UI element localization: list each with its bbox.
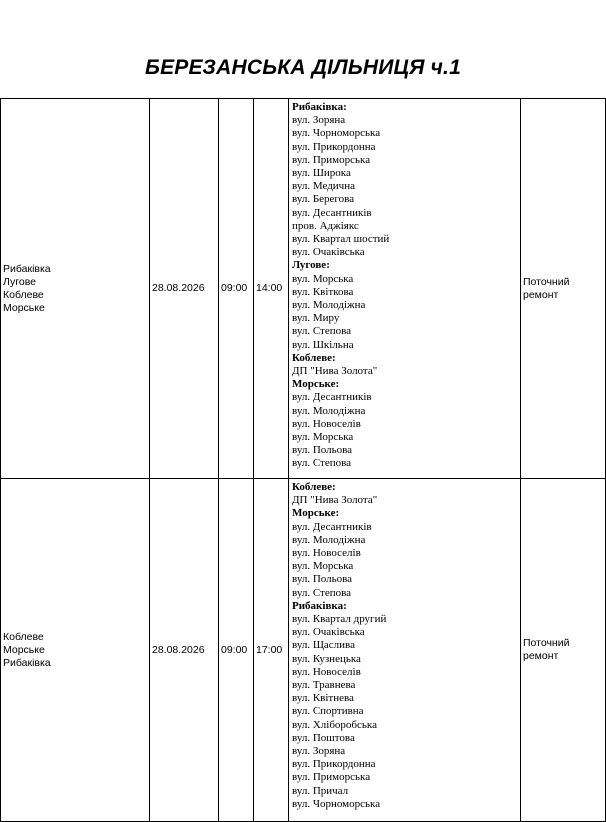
street-name: вул. Берегова xyxy=(292,193,355,206)
street-name: вул. Щаслива xyxy=(292,639,355,652)
settlement-heading: Лугове: xyxy=(292,259,330,272)
table-row xyxy=(1,99,606,479)
street-name: вул. Чорноморська xyxy=(292,797,381,810)
street-name: вул. Приморська xyxy=(292,153,371,166)
settlement-name: Коблеве xyxy=(3,630,44,643)
work-type: ремонт xyxy=(523,288,559,301)
street-name: вул. Новоселів xyxy=(292,665,361,678)
time-to-cell xyxy=(254,479,289,822)
work-type: ремонт xyxy=(523,650,559,662)
settlement-name: Рибаківка xyxy=(3,656,51,669)
street-name: вул. Морська xyxy=(292,431,354,444)
street-name: вул. Степова xyxy=(292,325,352,338)
settlements-cell xyxy=(1,479,150,822)
street-name: вул. Причал xyxy=(292,784,349,797)
street-name: вул. Миру xyxy=(292,312,340,325)
street-name: вул. Польова xyxy=(292,573,353,586)
street-name: вул. Десантників xyxy=(292,520,372,533)
settlement-heading: Морське: xyxy=(292,507,340,520)
settlement-name: Коблеве xyxy=(3,288,44,301)
time-from-cell xyxy=(219,479,254,822)
time-from-cell xyxy=(219,99,254,479)
settlement-name: Морське xyxy=(3,301,45,314)
street-name: ДП "Нива Золота" xyxy=(292,365,378,378)
date-cell xyxy=(150,479,219,822)
street-name: вул. Новоселів xyxy=(292,417,361,430)
street-name: вул. Морська xyxy=(292,560,354,573)
street-name: вул. Травнева xyxy=(292,679,356,692)
streets-cell xyxy=(289,479,521,822)
settlement-name: Рибаківка xyxy=(3,262,51,275)
work-type-cell xyxy=(521,99,606,479)
time-to: 14:00 xyxy=(256,282,283,294)
street-name: вул. Квартал другий xyxy=(292,613,387,626)
streets-cell xyxy=(289,99,521,479)
work-type: Поточний xyxy=(523,275,570,288)
work-type: Поточний xyxy=(523,637,570,649)
page-title: БЕРЕЗАНСЬКА ДІЛЬНИЦЯ ч.1 xyxy=(145,56,461,79)
street-name: вул. Шкільна xyxy=(292,338,354,351)
street-name: вул. Спортивна xyxy=(292,705,364,718)
street-name: вул. Прикордонна xyxy=(292,140,376,153)
street-name: вул. Степова xyxy=(292,586,352,599)
time-from: 09:00 xyxy=(221,282,248,294)
settlement-heading: Коблеве: xyxy=(292,351,336,364)
street-name: вул. Поштова xyxy=(292,731,355,744)
outage-table xyxy=(0,98,606,822)
street-name: ДП "Нива Золота" xyxy=(292,494,378,507)
street-name: вул. Десантників xyxy=(292,206,372,219)
street-name: вул. Зоряна xyxy=(292,745,346,758)
street-name: вул. Кузнецька xyxy=(292,652,361,665)
street-name: вул. Морська xyxy=(292,272,354,285)
street-name: вул. Медична xyxy=(292,180,355,193)
settlements-cell xyxy=(1,99,150,479)
work-type-cell xyxy=(521,479,606,822)
street-name: вул. Широка xyxy=(292,167,351,180)
street-name: вул. Молодіжна xyxy=(292,404,366,417)
street-name: вул. Десантників xyxy=(292,391,372,404)
street-name: вул. Прикордонна xyxy=(292,758,376,771)
street-name: вул. Молодіжна xyxy=(292,299,366,312)
time-from: 09:00 xyxy=(221,643,248,656)
settlement-name: Лугове xyxy=(3,275,36,288)
settlement-heading: Коблеве: xyxy=(292,481,336,493)
street-name: вул. Польова xyxy=(292,444,353,457)
street-name: вул. Квітнева xyxy=(292,692,354,705)
settlement-heading: Рибаківка: xyxy=(292,101,347,113)
street-name: вул. Квіткова xyxy=(292,285,354,298)
date-cell xyxy=(150,99,219,479)
time-to-cell xyxy=(254,99,289,479)
outage-date: 28.08.2026 xyxy=(152,282,205,294)
street-name: вул. Молодіжна xyxy=(292,533,366,546)
street-name: пров. Аджіякс xyxy=(292,219,359,232)
street-name: вул. Очаківська xyxy=(292,626,365,639)
time-to: 17:00 xyxy=(256,643,283,656)
street-name: вул. Очаківська xyxy=(292,246,365,259)
street-name: вул. Степова xyxy=(292,457,352,470)
street-name: вул. Новоселів xyxy=(292,547,361,560)
table-row xyxy=(1,479,606,822)
street-name: вул. Хліборобська xyxy=(292,718,377,731)
street-name: вул. Приморська xyxy=(292,771,371,784)
street-name: вул. Зоряна xyxy=(292,114,346,127)
street-name: вул. Квартал шостий xyxy=(292,233,390,246)
outage-date: 28.08.2026 xyxy=(152,643,205,656)
street-name: вул. Чорноморська xyxy=(292,127,381,140)
settlement-heading: Морське: xyxy=(292,378,340,391)
settlement-heading: Рибаківка: xyxy=(292,599,347,612)
settlement-name: Морське xyxy=(3,643,45,656)
